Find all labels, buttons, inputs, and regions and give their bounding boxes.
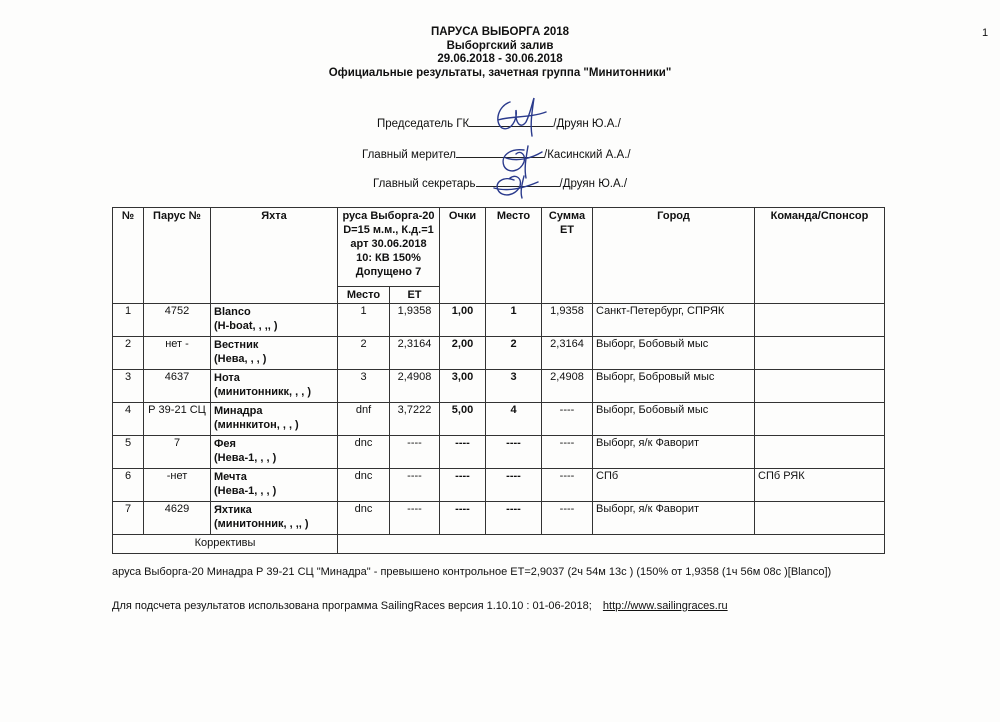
col-header-place: Место <box>486 208 542 304</box>
table-row <box>113 502 885 535</box>
cell-yacht <box>211 403 338 436</box>
yacht-type: (Нева-1, , , ) <box>214 485 277 497</box>
footer-text: Для подсчета результатов использована программа SailingRaces версия 1.10.10 : 01-06-2018; <box>112 600 592 612</box>
cell-points: 5,00 <box>440 403 486 436</box>
cell-yacht <box>211 502 338 535</box>
footer-link[interactable]: http://www.sailingraces.ru <box>602 600 728 612</box>
cell-race-et: 2,4908 <box>390 370 440 403</box>
cell-race-place: 1 <box>338 304 390 337</box>
cell-sum: 1,9358 <box>542 304 593 337</box>
cell-team <box>755 304 885 337</box>
document-dates: 29.06.2018 - 30.06.2018 <box>437 53 563 65</box>
cell-city: Выборг, Бобовый мыс <box>593 403 755 436</box>
col-header-sail: Парус № <box>144 208 211 304</box>
yacht-type: (минитонникк, , , ) <box>214 386 311 398</box>
cell-sum: ---- <box>542 403 593 436</box>
table-row <box>113 436 885 469</box>
signature-role: Главный секретарь <box>373 178 476 190</box>
sub-header-place: Место <box>338 287 390 304</box>
yacht-type: (Нева, , , ) <box>214 353 267 365</box>
cell-race-place: dnc <box>338 436 390 469</box>
yacht-name: Фея <box>214 438 236 450</box>
yacht-name: Нота <box>214 372 240 384</box>
yacht-name: Яхтика <box>214 504 252 516</box>
results-table <box>112 207 885 554</box>
cell-points: 1,00 <box>440 304 486 337</box>
cell-no: 7 <box>113 502 144 535</box>
cell-no: 4 <box>113 403 144 436</box>
table-row <box>113 304 885 337</box>
document-title: ПАРУСА ВЫБОРГА 2018 <box>430 26 570 38</box>
cell-points: ---- <box>440 469 486 502</box>
cell-race-place: dnc <box>338 502 390 535</box>
cell-yacht <box>211 304 338 337</box>
correction-race: аруса Выборга-20 <box>112 566 204 578</box>
cell-sum: ---- <box>542 436 593 469</box>
cell-sum: 2,4908 <box>542 370 593 403</box>
cell-sum: 2,3164 <box>542 337 593 370</box>
cell-race-et: ---- <box>390 436 440 469</box>
cell-place: 4 <box>486 403 542 436</box>
cell-points: 2,00 <box>440 337 486 370</box>
sub-header-et: ET <box>390 287 440 304</box>
yacht-type: (H-boat, , ,, ) <box>214 320 278 332</box>
correction-note <box>112 566 893 578</box>
yacht-name: Blanco <box>214 306 251 318</box>
cell-race-et: 3,7222 <box>390 403 440 436</box>
cell-place: ---- <box>486 502 542 535</box>
col-header-sum: Сумма ET <box>542 208 593 304</box>
cell-place: 2 <box>486 337 542 370</box>
cell-city: Выборг, Бобровый мыс <box>593 370 755 403</box>
cell-place: ---- <box>486 436 542 469</box>
table-row <box>113 370 885 403</box>
yacht-type: (минитонник, , ,, ) <box>214 518 309 530</box>
cell-city: Санкт-Петербург, СПРЯК <box>593 304 755 337</box>
cell-city: Выборг, я/к Фаворит <box>593 436 755 469</box>
signature-role: Главный мерител <box>362 149 457 161</box>
document-header <box>0 26 1000 80</box>
cell-no: 5 <box>113 436 144 469</box>
cell-team <box>755 502 885 535</box>
cell-yacht <box>211 337 338 370</box>
cell-sail: 4637 <box>144 370 211 403</box>
cell-sail: Р 39-21 СЦ <box>144 403 211 436</box>
cell-sail: -нет <box>144 469 211 502</box>
cell-sail: 4752 <box>144 304 211 337</box>
handwritten-signatures <box>480 92 570 202</box>
cell-race-et: ---- <box>390 469 440 502</box>
yacht-name: Мечта <box>214 471 247 483</box>
correction-text: Минадра Р 39-21 СЦ "Минадра" - превышено контрольное ЕТ=2,9037 (2ч 54м 13с ) (150% от 1,9358 (1ч 56м 08с )[Blanco]) <box>206 566 832 578</box>
signature-name: /Друян Ю.А./ <box>559 178 628 190</box>
cell-race-place: 2 <box>338 337 390 370</box>
cell-sail: 7 <box>144 436 211 469</box>
cell-team <box>755 337 885 370</box>
footer <box>112 600 728 612</box>
col-header-no: № <box>113 208 144 304</box>
cell-no: 3 <box>113 370 144 403</box>
cell-race-place: dnf <box>338 403 390 436</box>
cell-place: 3 <box>486 370 542 403</box>
cell-yacht <box>211 469 338 502</box>
signature-role: Председатель ГК <box>377 118 470 130</box>
cell-sail: 4629 <box>144 502 211 535</box>
cell-race-place: 3 <box>338 370 390 403</box>
yacht-type: (миннкитон, , , ) <box>214 419 299 431</box>
cell-no: 1 <box>113 304 144 337</box>
col-header-yacht: Яхта <box>211 208 338 304</box>
yacht-type: (Нева-1, , , ) <box>214 452 277 464</box>
cell-city: Выборг, я/к Фаворит <box>593 502 755 535</box>
yacht-name: Вестник <box>214 339 259 351</box>
cell-city: Выборг, Бобовый мыс <box>593 337 755 370</box>
cell-race-et: ---- <box>390 502 440 535</box>
cell-yacht <box>211 370 338 403</box>
yacht-name: Минадра <box>214 405 263 417</box>
signature-name: /Касинский А.А./ <box>544 149 631 161</box>
page-number: 1 <box>982 27 989 39</box>
cell-city: СПб <box>593 469 755 502</box>
cell-no: 6 <box>113 469 144 502</box>
col-header-race: руса Выборга-20 D=15 м.м., К.д.=1 арт 30.06.2018 10: КВ 150% Допущено 7 <box>338 208 440 287</box>
cell-place: ---- <box>486 469 542 502</box>
table-row <box>113 469 885 502</box>
cell-team <box>755 436 885 469</box>
cell-points: ---- <box>440 502 486 535</box>
cell-yacht <box>211 436 338 469</box>
signature-name: /Друян Ю.А./ <box>553 118 621 130</box>
cell-race-place: dnc <box>338 469 390 502</box>
col-header-team: Команда/Спонсор <box>755 208 885 304</box>
document-location: Выборгский залив <box>446 39 554 52</box>
cell-sail: нет - <box>144 337 211 370</box>
cell-sum: ---- <box>542 502 593 535</box>
document-subtitle: Официальные результаты, зачетная группа "Минитонники" <box>328 66 672 79</box>
table-row <box>113 337 885 370</box>
cell-sum: ---- <box>542 469 593 502</box>
col-header-points: Очки <box>440 208 486 304</box>
cell-team <box>755 403 885 436</box>
cell-points: ---- <box>440 436 486 469</box>
cell-team <box>755 370 885 403</box>
table-row <box>113 403 885 436</box>
cell-team: СПб РЯК <box>755 469 885 502</box>
cell-race-et: 1,9358 <box>390 304 440 337</box>
cell-no: 2 <box>113 337 144 370</box>
corrections-label: Коррективы <box>113 535 338 554</box>
cell-points: 3,00 <box>440 370 486 403</box>
col-header-city: Город <box>593 208 755 304</box>
cell-place: 1 <box>486 304 542 337</box>
cell-race-et: 2,3164 <box>390 337 440 370</box>
